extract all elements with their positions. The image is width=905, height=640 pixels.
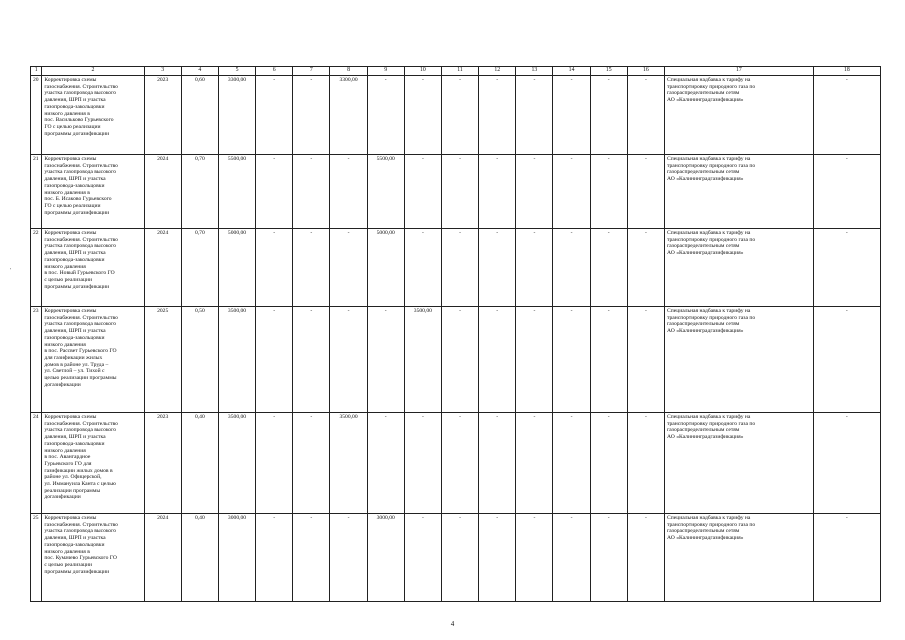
year-cell: 2023 [144, 76, 181, 155]
column-number-cell: 11 [441, 67, 478, 76]
annual-value-cell: - [627, 514, 664, 602]
funding-source-line: Специальная надбавка к тарифу на [667, 414, 751, 420]
length-cell: 0,50 [181, 307, 218, 413]
funding-source-line: газораспределительным сетям [667, 243, 740, 250]
description-line: давления, ШРП и участка [44, 535, 106, 542]
description-line: газопровода-закольцовки [44, 440, 105, 447]
annual-value-cell: - [256, 229, 293, 307]
annual-value-cell: - [553, 307, 590, 413]
description-line: Корректировка схемы [44, 77, 97, 83]
annual-value-cell: - [479, 514, 516, 602]
annual-value-cell: - [627, 155, 664, 229]
project-description [42, 307, 144, 413]
annual-value-cell: - [553, 229, 590, 307]
annual-value-cell: - [367, 413, 404, 514]
annual-value-cell: - [479, 155, 516, 229]
project-description [42, 229, 144, 307]
annual-value-cell: - [441, 514, 478, 602]
note-cell: - [813, 514, 880, 602]
funding-source-line: транспортировку природного газа по [667, 162, 756, 169]
total-cost-cell: 3500,00 [218, 307, 255, 413]
funding-source-line: транспортировку природного газа по [667, 236, 756, 243]
description-line: ГО с целью реализации [44, 202, 101, 209]
annual-value-cell: - [479, 307, 516, 413]
description-line: ГО с целью реализации [44, 123, 101, 130]
annual-value-cell: - [256, 413, 293, 514]
description-line: Корректировка схемы [44, 308, 97, 314]
description-line: газопровода-закольцовки [44, 541, 105, 548]
funding-source-line: АО «Калининградгазификация» [667, 97, 744, 104]
row-number: 21 [31, 155, 42, 229]
annual-value-cell: - [516, 76, 553, 155]
description-line: Гурьевского ГО для [44, 460, 92, 467]
description-line: низкого давления [44, 447, 86, 454]
funding-source [665, 229, 814, 307]
funding-source-line: АО «Калининградгазификация» [667, 328, 744, 335]
description-line: программы догазификации [44, 568, 110, 575]
row-number: 24 [31, 413, 42, 514]
margin-mark: ' [10, 268, 12, 274]
note-cell: - [813, 307, 880, 413]
description-line: давления, ШРП и участка [44, 250, 106, 257]
funding-source-line: АО «Калининградгазификация» [667, 535, 744, 542]
length-cell: 0,70 [181, 155, 218, 229]
annual-value-cell: - [516, 413, 553, 514]
description-line: в пос. Авангардное [44, 454, 91, 461]
description-line: участка газопровода высокого [44, 243, 117, 250]
project-description [42, 76, 144, 155]
annual-value-cell: - [256, 514, 293, 602]
annual-value-cell: - [479, 229, 516, 307]
column-number-cell: 9 [367, 67, 404, 76]
column-number-cell: 18 [813, 67, 880, 76]
annual-value-cell: - [590, 514, 627, 602]
annual-value-cell: - [590, 76, 627, 155]
funding-source-line: транспортировку природного газа по [667, 314, 756, 321]
note-cell: - [813, 76, 880, 155]
description-line: газопровода-закольцовки [44, 256, 105, 263]
annual-value-cell: - [293, 155, 330, 229]
annual-value-cell: - [404, 155, 441, 229]
description-line: Корректировка схемы [44, 414, 97, 420]
year-cell: 2024 [144, 229, 181, 307]
annual-value-cell: - [627, 307, 664, 413]
funding-source-line: Специальная надбавка к тарифу на [667, 308, 751, 314]
annual-value-cell: - [256, 155, 293, 229]
column-number-cell: 14 [553, 67, 590, 76]
description-line: в пос. Новый Гурьевского ГО [44, 270, 115, 277]
annual-value-cell: - [293, 413, 330, 514]
annual-value-cell: - [256, 76, 293, 155]
year-cell: 2023 [144, 413, 181, 514]
annual-value-cell: - [627, 229, 664, 307]
annual-value-cell: - [516, 229, 553, 307]
description-line: газоснабжения. Строительство [44, 236, 118, 243]
description-line: участка газопровода высокого [44, 169, 117, 176]
funding-source-line: АО «Калининградгазификация» [667, 250, 744, 257]
annual-value-cell: - [404, 229, 441, 307]
annual-value-cell: - [590, 229, 627, 307]
description-line: давления, ШРП и участка [44, 176, 106, 183]
annual-value-cell: - [627, 76, 664, 155]
project-description [42, 514, 144, 602]
description-line: газопровода-закольцовки [44, 334, 105, 341]
description-line: Корректировка схемы [44, 230, 97, 236]
length-cell: 0,40 [181, 514, 218, 602]
annual-value-cell: 3000,00 [367, 514, 404, 602]
note-cell: - [813, 229, 880, 307]
description-line: газопровода-закольцовки [44, 182, 105, 189]
annual-value-cell: - [553, 514, 590, 602]
annual-value-cell: - [293, 229, 330, 307]
annual-value-cell: 5000,00 [367, 229, 404, 307]
funding-source [665, 76, 814, 155]
description-line: догазификации [44, 494, 81, 501]
column-number-cell: 3 [144, 67, 181, 76]
description-line: низкого давления [44, 263, 86, 270]
description-line: низкого давления в [44, 110, 90, 117]
total-cost-cell: 5000,00 [218, 229, 255, 307]
annual-value-cell: - [516, 307, 553, 413]
annual-value-cell: 3500,00 [404, 307, 441, 413]
description-line: участка газопровода высокого [44, 90, 117, 97]
funding-source-line: газораспределительным сетям [667, 169, 740, 176]
annual-value-cell: - [404, 76, 441, 155]
funding-source-line: АО «Калининградгазификация» [667, 176, 744, 183]
annual-value-cell: - [516, 155, 553, 229]
table-row [31, 307, 881, 413]
page-number: 4 [450, 620, 455, 628]
length-cell: 0,40 [181, 413, 218, 514]
total-cost-cell: 5500,00 [218, 155, 255, 229]
description-line: газопровода-закольцовки [44, 103, 105, 110]
description-line: газоснабжения. Строительство [44, 162, 118, 169]
column-number-cell: 10 [404, 67, 441, 76]
total-cost-cell: 3300,00 [218, 76, 255, 155]
description-line: давления, ШРП и участка [44, 97, 106, 104]
row-number: 20 [31, 76, 42, 155]
funding-source-line: Специальная надбавка к тарифу на [667, 156, 751, 162]
funding-source-line: транспортировку природного газа по [667, 83, 756, 90]
annual-value-cell: - [256, 307, 293, 413]
annual-value-cell: - [441, 155, 478, 229]
year-cell: 2024 [144, 155, 181, 229]
funding-source-line: транспортировку природного газа по [667, 521, 756, 528]
description-line: ул. Светлой – ул. Тихой с [44, 368, 105, 375]
column-number-row [31, 67, 881, 76]
funding-source [665, 155, 814, 229]
annual-value-cell: - [590, 155, 627, 229]
description-line: пос. Б. Исаково Гурьевского [44, 196, 112, 203]
table-row [31, 76, 881, 155]
total-cost-cell: 3000,00 [218, 514, 255, 602]
total-cost-cell: 3500,00 [218, 413, 255, 514]
column-number-cell: 13 [516, 67, 553, 76]
funding-source-line: газораспределительным сетям [667, 528, 740, 535]
annual-value-cell: - [404, 514, 441, 602]
description-line: давления, ШРП и участка [44, 328, 106, 335]
funding-source-line: транспортировку природного газа по [667, 420, 756, 427]
annual-value-cell: - [293, 76, 330, 155]
description-line: ул. Иммануила Канта с целью [44, 481, 116, 488]
annual-value-cell: - [330, 307, 367, 413]
table-row [31, 155, 881, 229]
year-cell: 2024 [144, 514, 181, 602]
annual-value-cell: - [293, 307, 330, 413]
column-number-cell: 17 [665, 67, 814, 76]
table-row [31, 413, 881, 514]
description-line: низкого давления [44, 341, 86, 348]
annual-value-cell: - [479, 413, 516, 514]
funding-source [665, 307, 814, 413]
annual-value-cell: - [553, 413, 590, 514]
annual-value-cell: - [441, 76, 478, 155]
table-row [31, 229, 881, 307]
description-line: газоснабжения. Строительство [44, 521, 118, 528]
annual-value-cell: - [441, 413, 478, 514]
funding-source-line: газораспределительным сетям [667, 321, 740, 328]
funding-source [665, 413, 814, 514]
annual-value-cell: 5500,00 [367, 155, 404, 229]
annual-value-cell: 3300,00 [330, 76, 367, 155]
description-line: реализации программы [44, 487, 101, 494]
description-line: программы догазификации [44, 209, 110, 216]
annual-value-cell: - [590, 307, 627, 413]
annual-value-cell: 3500,00 [330, 413, 367, 514]
year-cell: 2025 [144, 307, 181, 413]
description-line: газоснабжения. Строительство [44, 83, 118, 90]
annual-value-cell: - [441, 229, 478, 307]
description-line: домов в районе ул. Труда – [44, 361, 109, 368]
description-line: пос. Кумачево Гурьевского ГО [44, 555, 117, 562]
funding-source [665, 514, 814, 602]
funding-source-line: Специальная надбавка к тарифу на [667, 77, 751, 83]
description-line: Корректировка схемы [44, 515, 97, 521]
funding-source-line: газораспределительным сетям [667, 427, 740, 434]
length-cell: 0,70 [181, 229, 218, 307]
annual-value-cell: - [330, 514, 367, 602]
description-line: районе ул. Офицерской, [44, 474, 102, 481]
length-cell: 0,60 [181, 76, 218, 155]
table-row [31, 514, 881, 602]
column-number-cell: 15 [590, 67, 627, 76]
column-number-cell: 12 [479, 67, 516, 76]
column-number-cell: 1 [31, 67, 42, 76]
row-number: 23 [31, 307, 42, 413]
note-cell: - [813, 155, 880, 229]
annual-value-cell: - [516, 514, 553, 602]
description-line: в пос. Рассвет Гурьевского ГО [44, 348, 117, 355]
column-number-cell: 4 [181, 67, 218, 76]
description-line: газификации жилых домов в [44, 467, 113, 474]
column-number-cell: 2 [42, 67, 144, 76]
annual-value-cell: - [330, 229, 367, 307]
description-line: пос. Васильково Гурьевского [44, 117, 114, 124]
annual-value-cell: - [479, 76, 516, 155]
column-number-cell: 7 [293, 67, 330, 76]
description-line: участка газопровода высокого [44, 528, 117, 535]
annual-value-cell: - [553, 76, 590, 155]
project-description [42, 155, 144, 229]
annual-value-cell: - [627, 413, 664, 514]
annual-value-cell: - [553, 155, 590, 229]
description-line: для газификации жилых [44, 354, 103, 361]
column-number-cell: 16 [627, 67, 664, 76]
column-number-cell: 8 [330, 67, 367, 76]
description-line: с целью реализации [44, 276, 92, 283]
row-number: 25 [31, 514, 42, 602]
annual-value-cell: - [404, 413, 441, 514]
annual-value-cell: - [367, 307, 404, 413]
description-line: давления, ШРП и участка [44, 434, 106, 441]
annual-value-cell: - [590, 413, 627, 514]
description-line: газоснабжения. Строительство [44, 420, 118, 427]
column-number-cell: 6 [256, 67, 293, 76]
description-line: целью реализации программы [44, 375, 117, 382]
funding-source-line: Специальная надбавка к тарифу на [667, 515, 751, 521]
annual-value-cell: - [293, 514, 330, 602]
note-cell: - [813, 413, 880, 514]
description-line: низкого давления в [44, 189, 90, 196]
description-line: участка газопровода высокого [44, 321, 117, 328]
description-line: Корректировка схемы [44, 156, 97, 162]
investment-program-table [30, 66, 881, 602]
row-number: 22 [31, 229, 42, 307]
funding-source-line: Специальная надбавка к тарифу на [667, 230, 751, 236]
column-number-cell: 5 [218, 67, 255, 76]
description-line: низкого давления в [44, 548, 90, 555]
annual-value-cell: - [441, 307, 478, 413]
description-line: газоснабжения. Строительство [44, 314, 118, 321]
project-description [42, 413, 144, 514]
annual-value-cell: - [330, 155, 367, 229]
annual-value-cell: - [367, 76, 404, 155]
description-line: программы догазификации [44, 283, 110, 290]
description-line: программы догазификации [44, 130, 110, 137]
funding-source-line: АО «Калининградгазификация» [667, 434, 744, 441]
description-line: с целью реализации [44, 561, 92, 568]
funding-source-line: газораспределительным сетям [667, 90, 740, 97]
description-line: участка газопровода высокого [44, 427, 117, 434]
description-line: догазификации [44, 381, 81, 388]
